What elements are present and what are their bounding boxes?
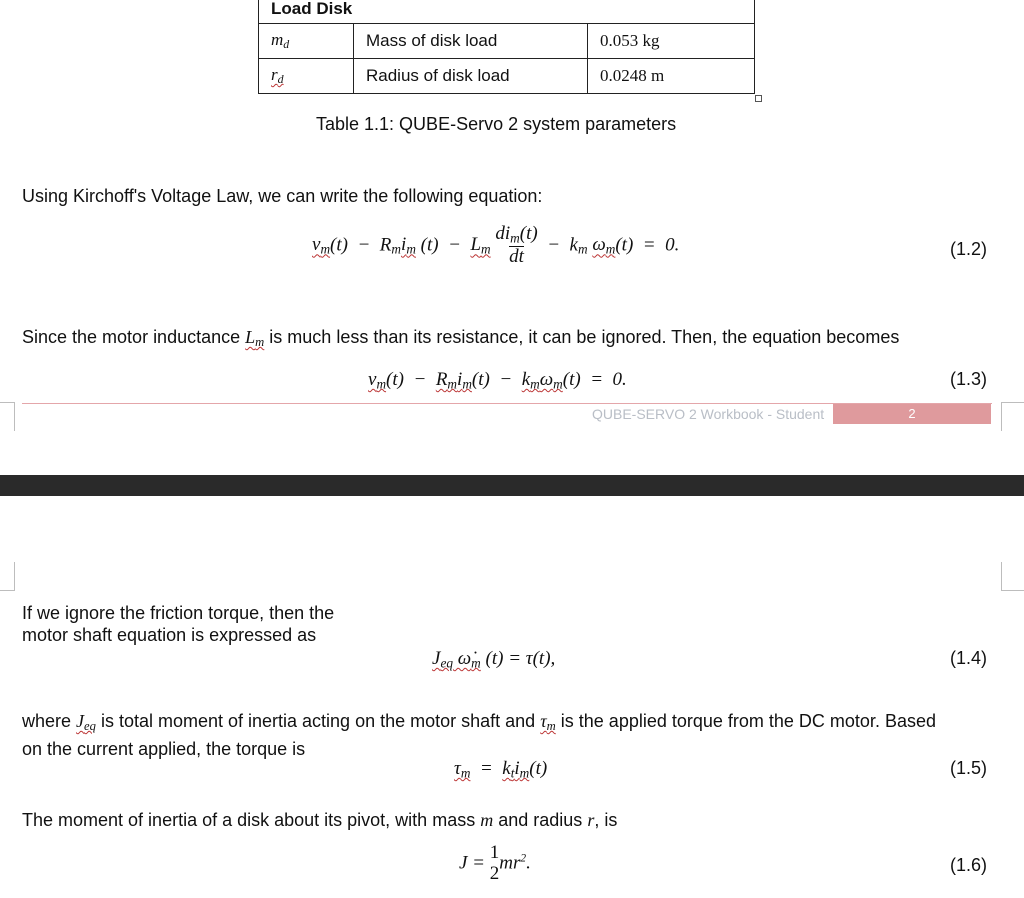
mass-symbol: m [480, 810, 494, 830]
inertia-text-2: and radius [498, 810, 583, 830]
radius-symbol: r [587, 810, 595, 830]
value-cell: 0.0248 m [588, 59, 755, 94]
equation-1-4: $J_{eq}$ $\omegȧ_m$ (t) = τ(t), [432, 648, 556, 671]
page-corner-mark [0, 402, 15, 431]
where-text-2: is total moment of inertia acting on the motor shaft and [100, 711, 536, 731]
where-text-line-2: on the current applied, the torque is [22, 739, 306, 760]
where-text [22, 710, 1012, 761]
page-break-divider [0, 475, 1024, 496]
page-corner-mark [0, 562, 15, 591]
table-row [259, 59, 755, 94]
inductance-symbol: $L_m$ [245, 327, 265, 350]
where-text-1: where [22, 711, 72, 731]
table-caption: Table 1.1: QUBE-Servo 2 system parameters [316, 114, 677, 134]
tau-symbol: $\tau_m$ [540, 711, 556, 734]
equation-number-1-3: (1.3) [950, 369, 988, 389]
table-resize-handle[interactable] [755, 95, 762, 102]
symbol-cell [259, 24, 354, 59]
table-row [259, 24, 755, 59]
equation-number-1-4: (1.4) [950, 648, 988, 668]
equation-1-2: $v_m(t) - R_mi_m$ $(t) - L_m$ $\frac{di_m(t)}{dt}$ − $k_m$ $\omega_m(t) = 0$. [312, 223, 680, 267]
description-cell: Mass of disk load [354, 24, 588, 59]
equation-1-3: $v_m(t) - R_mi_m(t) - k_m\omega_m(t) = 0$. [368, 369, 627, 392]
inertia-text-3: , is [594, 810, 618, 830]
symbol-cell [259, 59, 354, 94]
inertia-text [22, 810, 617, 831]
equation-1-5: $\tau_m = k_ti_m(t)$ [454, 758, 548, 781]
symbol: m [271, 30, 284, 50]
footer-text: QUBE-SERVO 2 Workbook - Student [592, 406, 825, 422]
friction-line-1: If we ignore the friction torque, then the [22, 603, 335, 623]
symbol-letter: r [271, 65, 278, 85]
page-number-box: 2 [833, 404, 991, 424]
page-corner-mark [1001, 562, 1024, 591]
simplify-text-start: Since the motor inductance [22, 327, 241, 347]
simplify-text [22, 327, 899, 350]
simplify-text-end: is much less than its resistance, it can be ignored. Then, the equation becomes [269, 327, 900, 347]
symbol-sub: d [283, 36, 290, 51]
where-text-3: is the applied torque from the DC motor. Based [560, 711, 936, 731]
jeq-symbol: $J_{eq}$ [76, 711, 96, 734]
page-corner-mark [1001, 402, 1024, 431]
friction-text [22, 602, 334, 646]
friction-line-2: motor shaft equation is expressed as [22, 625, 317, 645]
equation-number-1-2: (1.2) [950, 239, 988, 259]
table-header: Load Disk [259, 0, 755, 24]
parameters-table [258, 0, 755, 94]
value-cell: 0.053 kg [588, 24, 755, 59]
equation-number-1-5: (1.5) [950, 758, 988, 778]
description-cell: Radius of disk load [354, 59, 588, 94]
inertia-text-1: The moment of inertia of a disk about its pivot, with mass [22, 810, 476, 830]
symbol-sub: d [277, 71, 284, 86]
equation-1-6: J = 1 2 $mr^2$. [459, 842, 531, 884]
kvl-intro: Using Kirchoff's Voltage Law, we can write the following equation: [22, 186, 543, 206]
equation-number-1-6: (1.6) [950, 855, 988, 875]
symbol [271, 65, 284, 84]
table-header-row [259, 0, 755, 24]
